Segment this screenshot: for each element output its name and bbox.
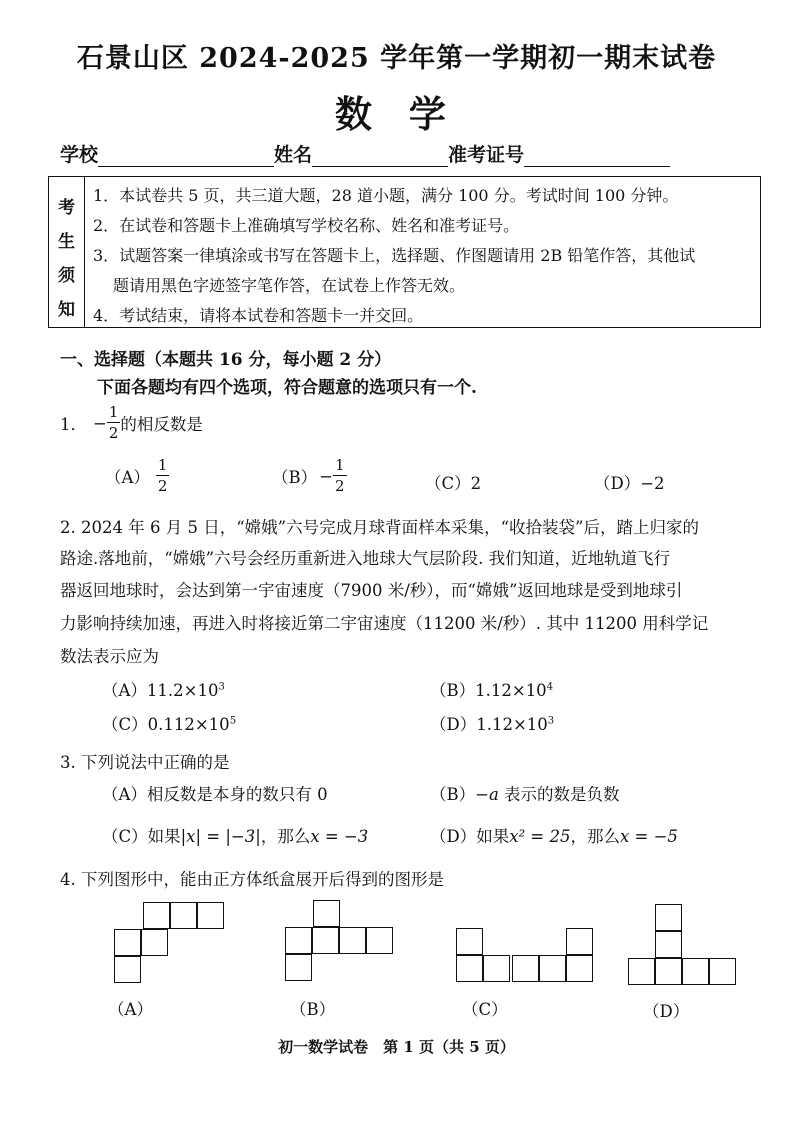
student-info-row — [60, 140, 670, 167]
option-c[interactable]: （C）2 — [425, 474, 482, 493]
fraction: $\frac{1}{2}$ — [157, 456, 168, 495]
question-2-line: 路途.落地前，“嫦娥”六号会经历重新进入地球大气层阶段. 我们知道，近地轨道飞行 — [60, 549, 671, 568]
exam-title: 石景山区 2024-2025 学年第一学期初一期末试卷 — [76, 43, 717, 74]
question-stem: 的相反数是 — [120, 415, 203, 434]
section-title: 一、选择题（本题共 16 分，每小题 2 分） — [60, 350, 392, 370]
school-label: 学校 — [60, 144, 99, 166]
option-a-label[interactable]: （A） — [108, 1000, 153, 1019]
option-a[interactable]: （A） $\frac{1}{2}$ — [105, 456, 168, 495]
option-d[interactable]: （D）如果x² = 25，那么x = −5 — [430, 827, 678, 846]
notes-line: 题请用黑色字迹签字笔作答，在试卷上作答无效。 — [113, 276, 466, 295]
option-a[interactable]: （A）相反数是本身的数只有 0 — [102, 785, 328, 804]
question-4-stem: 4. 下列图形中，能由正方体纸盒展开后得到的图形是 — [60, 870, 444, 889]
section-instruction: 下面各题均有四个选项，符合题意的选项只有一个. — [97, 378, 477, 398]
option-c[interactable]: $(C)0.112\times 10^5$ — [102, 715, 237, 734]
school-blank — [98, 146, 274, 167]
emphasis-text: 只有一个 — [403, 378, 471, 398]
option-d[interactable]: （D）−2 — [594, 474, 665, 493]
notes-box — [48, 176, 761, 328]
page-footer: 初一数学试卷 第 1 页（共 5 页） — [278, 1038, 515, 1056]
question-2-line: 2. 2024 年 6 月 5 日，“嫦娥”六号完成月球背面样本采集，“收拾装袋”后，踏上归家的 — [60, 518, 699, 537]
notes-line: 2．在试卷和答题卡上准确填写学校名称、姓名和准考证号。 — [93, 216, 520, 235]
notes-line: 3．试题答案一律填涂或书写在答题卡上，选择题、作图题请用 2B 铅笔作答，其他试 — [93, 246, 696, 265]
question-3-stem: 3. 下列说法中正确的是 — [60, 753, 230, 772]
exam-id-label: 准考证号 — [448, 144, 525, 166]
option-a[interactable]: $(A)11.2\times 10^3$ — [102, 681, 225, 700]
subject-title: 数 学 — [335, 92, 458, 136]
fraction: $\frac{1}{2}$ — [334, 456, 345, 495]
option-b[interactable]: （B）−a 表示的数是负数 — [430, 785, 620, 804]
name-label: 姓名 — [274, 144, 313, 166]
notes-line: 4．考试结束，请将本试卷和答题卡一并交回。 — [93, 306, 424, 325]
notes-line: 1．本试卷共 5 页，共三道大题，28 道小题，满分 100 分。考试时间 100 分钟。 — [93, 186, 679, 205]
option-b-label[interactable]: （B） — [290, 1000, 336, 1019]
option-c[interactable]: （C）如果|x| = |−3|，那么x = −3 — [102, 827, 369, 846]
question-2-line: 器返回地球时，会达到第一宇宙速度（7900 米/秒），而“嫦娥”返回地球是受到地球引 — [60, 581, 683, 600]
option-b[interactable]: $(B)1.12\times 10^4$ — [430, 681, 554, 700]
exam-id-blank — [524, 146, 670, 167]
option-b[interactable]: （B） − $\frac{1}{2}$ — [272, 456, 345, 495]
option-d-label[interactable]: （D） — [643, 1002, 690, 1021]
question-number: 1． — [60, 415, 87, 434]
question-2-line: 数法表示应为 — [60, 647, 159, 666]
notes-heading: 考 生 须 知 — [49, 177, 85, 327]
question-2-line: 力影响持续加速，再进入时将接近第二宇宙速度（11200 米/秒）. 其中 11200 用科学记 — [60, 614, 709, 633]
question-1: 1． − $\frac{1}{2}$ 的相反数是 — [60, 403, 203, 442]
fraction: $\frac{1}{2}$ — [108, 403, 119, 442]
name-blank — [312, 146, 448, 167]
option-d[interactable]: $(D)1.12\times 10^3$ — [430, 715, 555, 734]
option-c-label[interactable]: （C） — [462, 1000, 508, 1019]
